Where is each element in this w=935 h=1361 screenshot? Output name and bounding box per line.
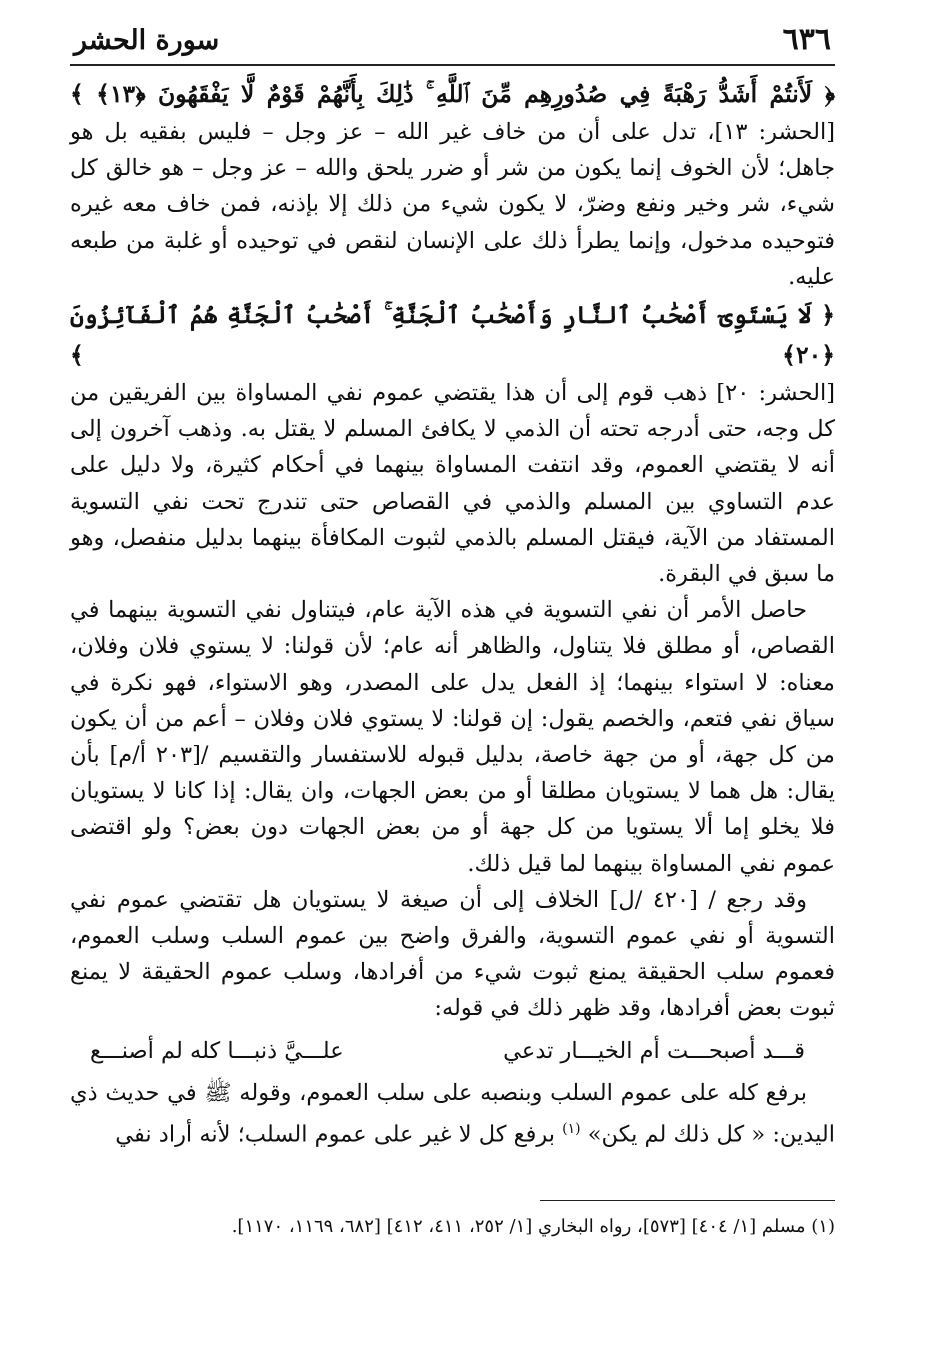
footnote-1: (١) مسلم [١/ ٤٠٤] [٥٧٣]، رواه البخاري [١/ ٢٥٢، ٤١١، ٤١٢] [٦٨٢، ١١٦٩، ١١٧٠]. <box>231 1215 835 1237</box>
poem-second-hemistich: علـــيَّ ذنبـــا كله لم أصنـــع <box>90 1037 344 1064</box>
poem-first-hemistich: قـــد أصبحـــت أم الخيـــار تدعي <box>503 1037 805 1064</box>
page-body <box>70 74 835 1153</box>
surah-title: سورة الحشر <box>74 25 220 56</box>
commentary-paragraph-1: [الحشر: ١٣]، تدل على أن من خاف غير الله – عز وجل – فليس بفقيه بل هو جاهل؛ لأن الخوف إنما يكون من شر أو ضرر يلحق والله – عز وجل – هو خالق كل شيء، شر وخير ونفع وضرّ، لا يكون شيء من ذلك إلا بإذنه، فمن خاف معه غيره فتوحيده مدخول، وإنما يطرأ ذلك على الإنسان لنقص في توحيده أو غلبة من طبعه عليه. <box>70 119 835 290</box>
commentary-paragraph-2: [الحشر: ٢٠] ذهب قوم إلى أن هذا يقتضي عموم نفي المساواة بين الفريقين من كل وجه، حتى أدرجه تحته أن الذمي لا يكافئ المسلم لا يقتل به. وذهب آخرون إلى أنه لا يقتضي العموم، وقد انتفت المساواة بينهما في أحكام كثيرة، ولا دليل على عدم التساوي بين المسلم والذمي في القصاص حتى تندرج تحت نفي التسوية المستفاد من الآية، فيقتل المسلم بالذمي لثبوت المكافأة بينهما بدليل منفصل، وهو ما سبق في البقرة. <box>70 380 835 588</box>
footnote-divider <box>540 1200 835 1201</box>
poem-verse <box>70 1027 835 1075</box>
footnote-marker: (١) <box>562 1120 581 1137</box>
paragraph-5-text-end: برفع كل لا غير على عموم السلب؛ لأنه أراد نفي <box>115 1121 563 1148</box>
page-header <box>70 22 835 66</box>
page-number: ٦٣٦ <box>782 22 831 57</box>
paragraph-5-text-start: برفع كله على عموم السلب وبنصبه على سلب العموم، وقوله ﷺ في حديث ذي اليدين: « كل ذلك لم يكن» <box>70 1079 835 1148</box>
commentary-paragraph-5 <box>70 1075 835 1153</box>
commentary-paragraph-4: وقد رجع / [٤٢٠ /ل] الخلاف إلى أن صيغة لا يستويان هل تقتضي عموم نفي التسوية أو نفي عموم التسوية، والفرق واضح بين عموم السلب وسلب العموم، فعموم سلب الحقيقة يمنع ثبوت شيء من أفرادها، وسلب عموم الحقيقة لا يمنع ثبوت بعض أفرادها، وقد ظهر ذلك في قوله: <box>70 886 835 1022</box>
commentary-paragraph-3: حاصل الأمر أن نفي التسوية في هذه الآية عام، فيتناول نفي التسوية بينهما في القصاص، أو مطلق فلا يتناول، والظاهر أنه عام؛ لأن قولنا: لا يستوي فلان وفلان، معناه: لا استواء بينهما؛ إذ الفعل يدل على المصدر، وهو الاستواء، فهو نكرة في سياق نفي فتعم، والخصم يقول: إن قولنا: لا يستوي فلان وفلان – أعم من أن يكون من كل جهة، أو من جهة خاصة، بدليل قبوله للاستفسار والتقسيم /[٢٠٣ أ/م] بأن يقال: هل هما لا يستويان مطلقا أو من بعض الجهات، وان يقال: إذا كانا لا يستويان فلا يخلو إما ألا يستويا من كل جهة أو من بعض الجهات دون بعض؟ ولو اقتضى عموم نفي المساواة بينهما لما قيل ذلك. <box>70 597 835 877</box>
book-page <box>70 22 835 1241</box>
quran-verse-13: ﴿ لَأَنتُمْ أَشَدُّ رَهْبَةً فِي صُدُورِهِم مِّنَ ٱللَّهِ ۚ ذَٰلِكَ بِأَنَّهُمْ قَوْمٌ لَّا يَفْقَهُونَ ﴿١٣﴾ ﴾ <box>70 80 835 108</box>
quran-verse-20: ﴿ لَا يَسْتَوِىٓ أَصْحَٰبُ ٱلنَّارِ وَأَصْحَٰبُ ٱلْجَنَّةِ ۚ أَصْحَٰبُ ٱلْجَنَّةِ هُمُ ٱلْفَآئِزُونَ ﴿٢٠﴾ ﴾ <box>70 301 835 370</box>
